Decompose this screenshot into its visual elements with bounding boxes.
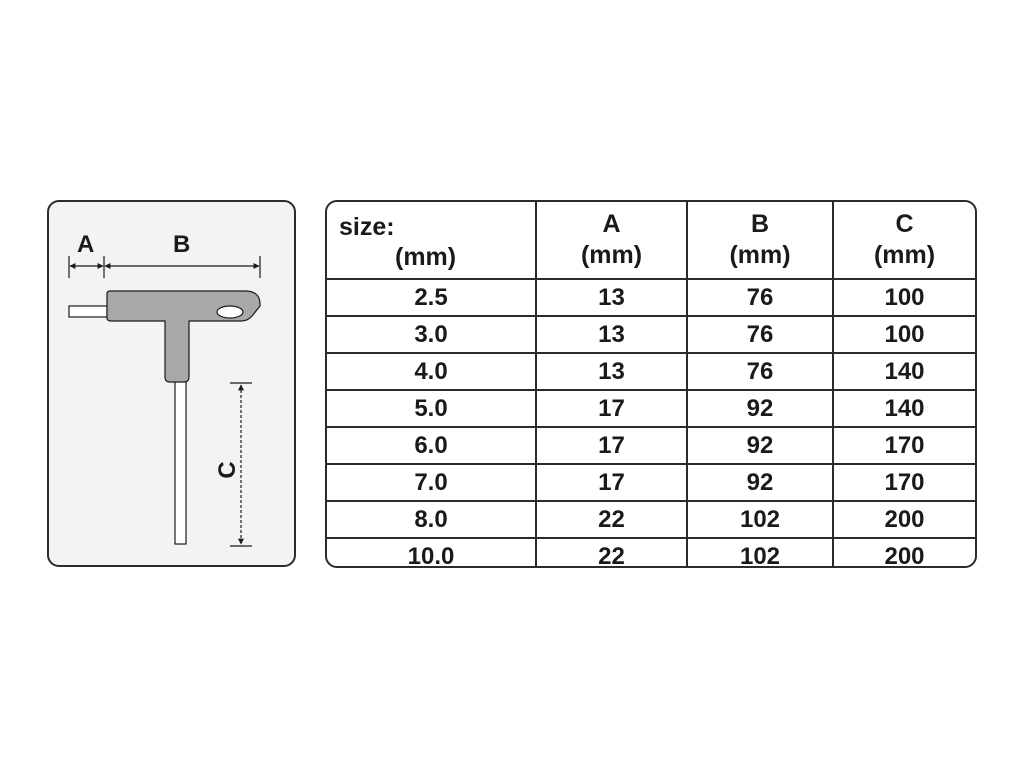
t-handle-drawing	[49, 202, 296, 567]
a-column-header	[536, 202, 687, 279]
t-handle-grip	[107, 291, 260, 382]
b-cell: 92	[687, 390, 833, 427]
c-cell: 170	[833, 427, 975, 464]
c-cell: 100	[833, 279, 975, 316]
table-row	[327, 464, 975, 501]
b-cell: 92	[687, 427, 833, 464]
dimension-c-label: C	[214, 461, 241, 479]
c-cell: 100	[833, 316, 975, 353]
b-cell: 76	[687, 279, 833, 316]
b-cell: 76	[687, 316, 833, 353]
b-cell: 102	[687, 501, 833, 538]
a-cell: 13	[536, 279, 687, 316]
c-column-header	[833, 202, 975, 279]
size-cell: 2.5	[327, 279, 536, 316]
table-row	[327, 501, 975, 538]
size-cell: 6.0	[327, 427, 536, 464]
short-hex-end	[69, 306, 107, 317]
table-row	[327, 390, 975, 427]
c-header-unit: (mm)	[873, 241, 936, 269]
c-cell: 140	[833, 353, 975, 390]
b-column-header	[687, 202, 833, 279]
a-cell: 17	[536, 390, 687, 427]
size-specification-table-panel	[325, 200, 977, 568]
size-cell: 5.0	[327, 390, 536, 427]
size-header-label: size:	[339, 213, 395, 241]
a-cell: 17	[536, 464, 687, 501]
a-cell: 13	[536, 316, 687, 353]
table-row	[327, 316, 975, 353]
size-column-header	[327, 202, 536, 279]
table-row	[327, 353, 975, 390]
size-header-unit: (mm)	[395, 243, 457, 271]
table-row	[327, 538, 975, 568]
size-cell: 8.0	[327, 501, 536, 538]
dimension-a-label: A	[77, 231, 95, 258]
handle-hole	[217, 306, 243, 318]
a-cell: 22	[536, 538, 687, 568]
size-cell: 7.0	[327, 464, 536, 501]
c-header-label: C	[895, 210, 914, 238]
a-cell: 22	[536, 501, 687, 538]
b-cell: 92	[687, 464, 833, 501]
dimension-b-label: B	[173, 231, 191, 258]
b-header-label: B	[750, 210, 770, 238]
long-hex-shaft	[175, 372, 186, 544]
c-cell: 200	[833, 501, 975, 538]
size-cell: 4.0	[327, 353, 536, 390]
size-cell: 3.0	[327, 316, 536, 353]
a-cell: 13	[536, 353, 687, 390]
table-header-row	[327, 202, 975, 279]
t-handle-hex-key-diagram	[47, 200, 296, 567]
b-cell: 76	[687, 353, 833, 390]
a-cell: 17	[536, 427, 687, 464]
table-row	[327, 427, 975, 464]
a-header-unit: (mm)	[580, 241, 643, 269]
b-cell: 102	[687, 538, 833, 568]
size-cell: 10.0	[327, 538, 536, 568]
size-specification-table	[327, 202, 975, 568]
table-row	[327, 279, 975, 316]
c-cell: 200	[884, 542, 925, 568]
c-cell: 140	[833, 390, 975, 427]
b-header-unit: (mm)	[729, 241, 791, 269]
c-cell: 170	[833, 464, 975, 501]
a-header-label: A	[602, 210, 621, 238]
